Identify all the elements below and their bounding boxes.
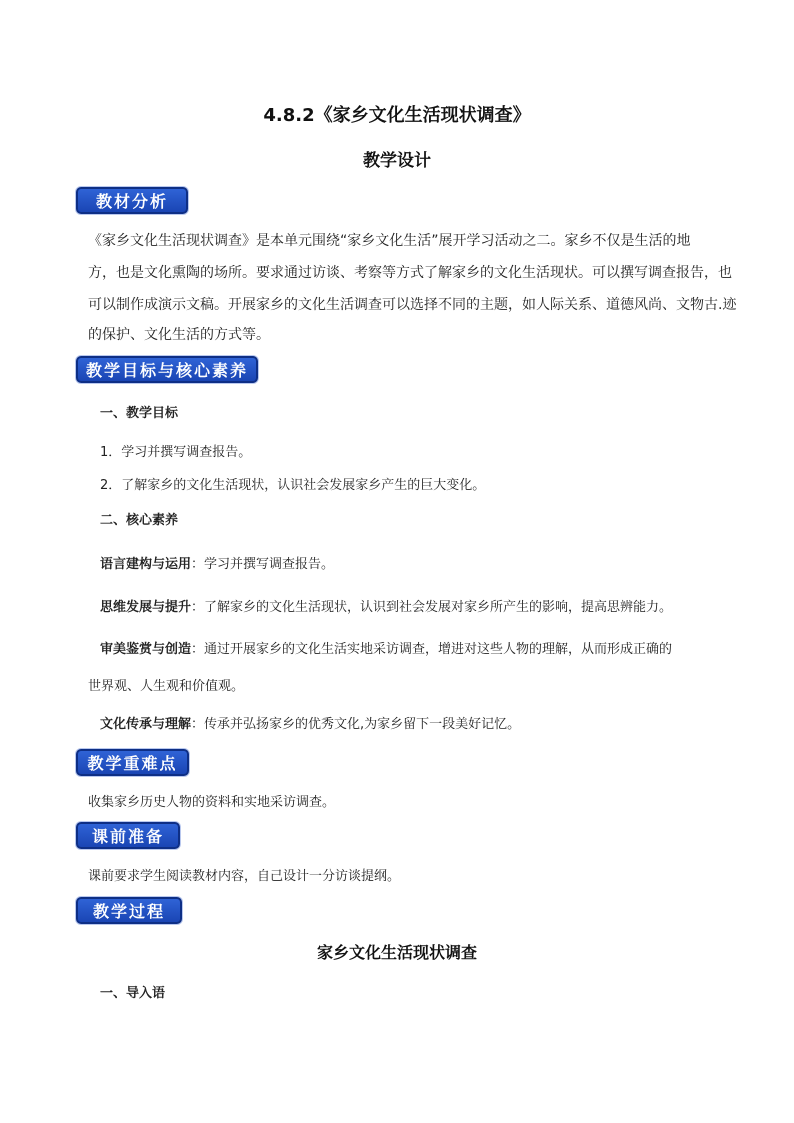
goals-heading-teaching: 一、教学目标 xyxy=(100,406,179,421)
section-badge-analysis: 教材分析 xyxy=(76,187,188,214)
core-literacy-language-lead: 语言建构与运用 xyxy=(100,557,192,572)
process-subheading-intro: 一、导入语 xyxy=(100,986,166,1001)
core-literacy-thinking xyxy=(100,596,672,615)
analysis-line-4: 的保护、文化生活的方式等。 xyxy=(88,327,270,343)
core-literacy-aesthetic xyxy=(100,638,672,657)
goals-item-1: 1．学习并撰写调查报告。 xyxy=(100,445,252,460)
core-literacy-thinking-lead: 思维发展与提升 xyxy=(100,600,192,615)
section-badge-goals: 教学目标与核心素养 xyxy=(76,356,258,383)
core-literacy-aesthetic-lead: 审美鉴赏与创造 xyxy=(100,642,192,657)
document-subtitle: 教学设计 xyxy=(363,151,431,171)
core-literacy-culture-lead: 文化传承与理解 xyxy=(100,717,192,732)
difficulty-text: 收集家乡历史人物的资料和实地采访调查。 xyxy=(88,795,336,810)
analysis-line-3: 可以制作成演示文稿。开展家乡的文化生活调查可以选择不同的主题，如人际关系、道德风尚、文物古.迹 xyxy=(88,297,737,313)
prep-text: 课前要求学生阅读教材内容，自己设计一分访谈提纲。 xyxy=(88,869,401,884)
core-literacy-aesthetic-cont: 世界观、人生观和价值观。 xyxy=(88,679,245,694)
core-literacy-thinking-text: ：了解家乡的文化生活现状，认识到社会发展对家乡所产生的影响，提高思辨能力。 xyxy=(191,600,673,615)
analysis-line-1: 《家乡文化生活现状调查》是本单元围绕“家乡文化生活”展开学习活动之二。家乡不仅是生活的地 xyxy=(88,233,691,249)
section-badge-prep: 课前准备 xyxy=(76,822,180,849)
goals-item-2: 2．了解家乡的文化生活现状，认识社会发展家乡产生的巨大变化。 xyxy=(100,478,486,493)
core-literacy-language xyxy=(100,553,334,572)
core-literacy-aesthetic-text: ：通过开展家乡的文化生活实地采访调查，增进对这些人物的理解，从而形成正确的 xyxy=(191,642,673,657)
core-literacy-language-text: ：学习并撰写调查报告。 xyxy=(191,557,335,572)
core-literacy-culture-text: ：传承并弘扬家乡的优秀文化,为家乡留下一段美好记忆。 xyxy=(191,717,521,732)
core-literacy-culture xyxy=(100,713,520,732)
goals-heading-core: 二、核心素养 xyxy=(100,513,179,528)
section-badge-difficulty: 教学重难点 xyxy=(76,749,189,776)
section-badge-process: 教学过程 xyxy=(76,897,182,924)
analysis-line-2: 方，也是文化熏陶的场所。要求通过访谈、考察等方式了解家乡的文化生活现状。可以撰写调查报告，也 xyxy=(88,265,732,281)
document-title: 4.8.2《家乡文化生活现状调查》 xyxy=(263,105,531,126)
process-heading: 家乡文化生活现状调查 xyxy=(316,943,477,962)
